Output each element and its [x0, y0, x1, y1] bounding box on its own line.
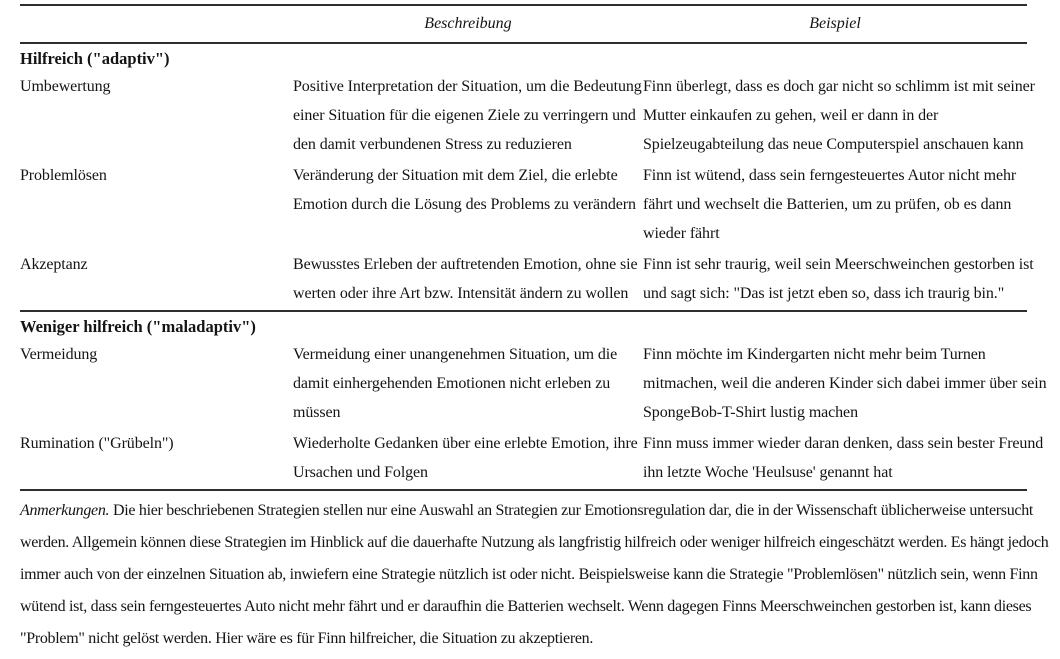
notes-line: "Problem" nicht gelöst werden. Hier wäre es für Finn hilfreicher, die Situation zu akzeptieren. [20, 630, 594, 647]
description-line: werten oder ihre Art bzw. Intensität ändern zu wollen [293, 285, 629, 302]
description-line: Bewusstes Erleben der auftretenden Emotion, ohne sie [293, 256, 638, 273]
description-line: Ursachen und Folgen [293, 464, 428, 481]
example-line: Finn ist sehr traurig, weil sein Meerschweinchen gestorben ist [643, 256, 1034, 273]
example-line: mitmachen, weil die anderen Kinder sich dabei immer über sein [643, 375, 1047, 392]
description-line: Emotion durch die Lösung des Problems zu verändern [293, 196, 636, 213]
example-line: SpongeBob-T-Shirt lustig machen [643, 404, 858, 421]
table-row [20, 72, 1035, 159]
header-bottom-rule [20, 42, 1027, 44]
table-bottom-rule [20, 489, 1027, 491]
notes-text: Die hier beschriebenen Strategien stellen nur eine Auswahl an Strategien zur Emotionsregulation dar, die in der Wissenschaft üblicherweise untersucht [109, 502, 1034, 519]
strategy-name: Umbewertung [20, 78, 111, 95]
description-line: Veränderung der Situation mit dem Ziel, die erlebte [293, 167, 618, 184]
notes-line: wütend ist, dass sein ferngesteuertes Auto nicht mehr fährt und er daraufhin die Batterien wechselt. Wenn dagegen Finns Meerschweinchen gestorben ist, kann dieses [20, 598, 1032, 615]
example-line: Finn muss immer wieder daran denken, dass sein bester Freund [643, 435, 1044, 452]
strategy-name: Problemlösen [20, 167, 107, 184]
example-cell [643, 429, 1044, 487]
example-cell [643, 72, 1035, 159]
strategy-name: Rumination ("Grübeln") [20, 435, 174, 452]
notes-line: werden. Allgemein können diese Strategien im Hinblick auf die dauerhafte Nutzung als langfristig hilfreich oder weniger hilfreich eingeschätzt werden. Es hängt jedoch [20, 534, 1049, 551]
example-line: fährt und wechselt die Batterien, um zu prüfen, ob es dann [643, 196, 1012, 213]
table-header-row [20, 6, 1027, 42]
table-notes [20, 495, 1049, 655]
example-line: Finn ist wütend, dass sein ferngesteuertes Autor nicht mehr [643, 167, 1017, 184]
description-cell [293, 340, 643, 427]
description-line: müssen [293, 404, 341, 421]
description-line: Wiederholte Gedanken über eine erlebte Emotion, ihre [293, 435, 638, 452]
description-line: Positive Interpretation der Situation, um die Bedeutung [293, 78, 642, 95]
notes-label: Anmerkungen. [20, 502, 110, 519]
description-cell [293, 250, 643, 308]
section-divider-rule [20, 310, 1027, 312]
example-line: wieder fährt [643, 225, 720, 242]
section-header-adaptiv: Hilfreich ("adaptiv") [20, 49, 170, 68]
example-line: ihn letzte Woche 'Heulsuse' genannt hat [643, 464, 893, 481]
strategy-name: Vermeidung [20, 346, 98, 363]
column-header-description: Beschreibung [424, 15, 512, 32]
notes-line [20, 495, 1034, 527]
example-line: und sagt sich: "Das ist jetzt eben so, dass ich traurig bin." [643, 285, 1005, 302]
description-cell [293, 72, 643, 159]
description-line: damit einhergehenden Emotionen nicht erleben zu [293, 375, 611, 392]
table-row [20, 429, 1044, 487]
table-row [20, 340, 1047, 427]
description-line: den damit verbundenen Stress zu reduzieren [293, 136, 572, 153]
example-line: Spielzeugabteilung das neue Computerspiel anschauen kann [643, 136, 1024, 153]
description-cell [293, 161, 643, 248]
description-line: einer Situation für die eigenen Ziele zu verringern und [293, 107, 636, 124]
example-cell [643, 161, 1027, 248]
table-row [20, 161, 1027, 248]
example-cell [643, 340, 1047, 427]
strategy-name: Akzeptanz [20, 256, 88, 273]
table-row [20, 250, 1034, 308]
notes-line: immer auch von der einzelnen Situation ab, inwiefern eine Strategie nützlich ist oder nicht. Beispielsweise kann die Strategie "Problemlösen" nützlich sein, wenn Finn [20, 566, 1038, 583]
example-line: Mutter einkaufen zu gehen, weil er dann in der [643, 107, 939, 124]
description-line: Vermeidung einer unangenehmen Situation, um die [293, 346, 618, 363]
example-line: Finn möchte im Kindergarten nicht mehr beim Turnen [643, 346, 986, 363]
example-line: Finn überlegt, dass es doch gar nicht so schlimm ist mit seiner [643, 78, 1035, 95]
description-cell [293, 429, 643, 487]
column-header-example: Beispiel [809, 15, 861, 32]
section-header-maladaptiv: Weniger hilfreich ("maladaptiv") [20, 317, 256, 336]
example-cell [643, 250, 1034, 308]
